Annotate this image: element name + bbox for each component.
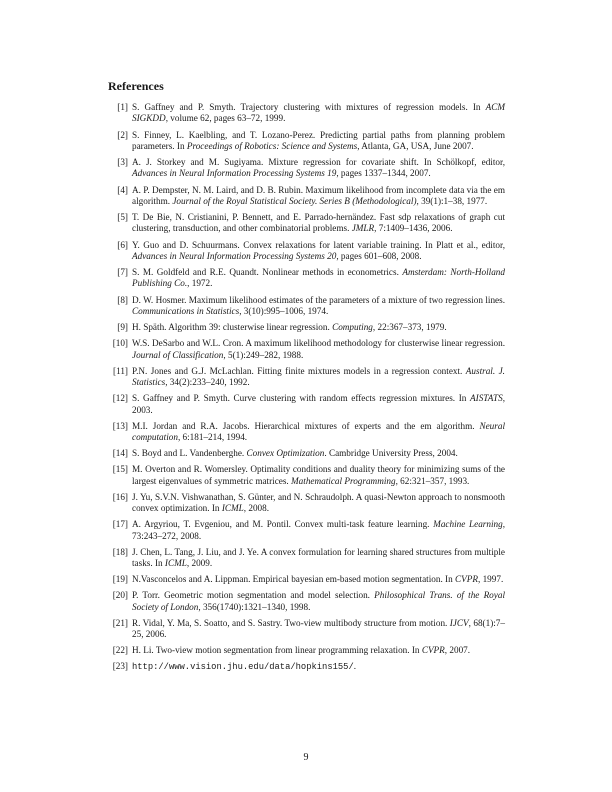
reference-number: [3] (117, 157, 128, 167)
reference-item (108, 157, 505, 180)
reference-text: W.S. DeSarbo and W.L. Cron. A maximum likelihood methodology for clusterwise linear regression. (132, 338, 505, 349)
reference-number: [17] (112, 519, 128, 530)
reference-text: , 5(1):249–282, 1988. (223, 349, 304, 360)
reference-text: , 2009. (186, 558, 213, 569)
reference-number: [12] (112, 393, 128, 404)
reference-list (108, 102, 505, 674)
reference-text: M. Overton and R. Womersley. Optimality conditions and duality theory for minimizing sums of the largest eigenvalues of symmetric matrices. (132, 464, 505, 486)
reference-item (108, 492, 505, 515)
reference-number: [23] (112, 661, 128, 672)
reference-venue: Neural computation (132, 420, 505, 442)
reference-item (108, 519, 505, 542)
reference-number: [7] (117, 267, 128, 277)
reference-venue: Advances in Neural Information Processing Systems 20 (132, 250, 337, 261)
reference-venue: Amsterdam: North-Holland Publishing Co. (132, 267, 505, 289)
reference-text: , 34(2):233–240, 1992. (165, 377, 250, 387)
reference-text: T. De Bie, N. Cristianini, P. Bennett, and E. Parrado-hernändez. Fast sdp relaxations of graph cut clustering, transduction, and other combinatorial problems. (132, 212, 505, 234)
reference-number: [4] (117, 184, 128, 195)
reference-text: J. Chen, L. Tang, J. Liu, and J. Ye. A convex formulation for learning shared structures from multiple tasks. In (132, 546, 505, 569)
reference-text: , Atlanta, GA, USA, June 2007. (357, 140, 474, 151)
reference-item (108, 661, 505, 673)
reference-text: , 39(1):1–38, 1977. (416, 195, 488, 206)
reference-number: [18] (112, 546, 128, 557)
reference-number: [13] (112, 420, 128, 431)
reference-venue: Advances in Neural Information Processing Systems 19 (132, 168, 337, 179)
reference-text: , volume 62, pages 63–72, 1999. (165, 113, 286, 124)
reference-text: S. Finney, L. Kaelbling, and T. Lozano-Perez. Predicting partial paths from planning problem parameters. In (132, 129, 505, 151)
reference-venue: AISTATS (470, 393, 503, 404)
reference-number: [20] (112, 590, 128, 601)
reference-venue: Machine Learning (433, 519, 503, 530)
reference-number: [6] (117, 239, 128, 250)
reference-number: [5] (117, 212, 128, 222)
reference-text: S. Boyd and L. Vandenberghe. (132, 448, 247, 459)
reference-text: P. Torr. Geometric motion segmentation and model selection. (132, 590, 375, 601)
reference-item (108, 421, 505, 444)
reference-venue: IJCV (449, 617, 469, 628)
reference-number: [19] (112, 574, 128, 585)
reference-item (108, 448, 505, 459)
reference-venue: Journal of the Royal Statistical Society. Series B (Methodological) (172, 195, 417, 206)
reference-number: [8] (117, 294, 128, 305)
reference-text: H. Li. Two-view motion segmentation from linear programming relaxation. In (132, 645, 422, 656)
reference-text: , pages 1337–1344, 2007. (336, 168, 431, 179)
reference-item (108, 574, 505, 585)
reference-number: [10] (112, 338, 128, 349)
reference-venue: CVPR (455, 574, 478, 585)
reference-venue: Communications in Statistics (132, 305, 240, 316)
reference-text: , 62:321–357, 1993. (395, 475, 470, 486)
reference-venue: Austral. J. Statistics (132, 365, 505, 387)
reference-number: [21] (112, 617, 128, 628)
reference-item (108, 618, 505, 641)
reference-item (108, 366, 505, 389)
reference-item (108, 102, 505, 125)
reference-number: [15] (112, 464, 128, 475)
reference-text: H. Späth. Algorithm 39: clusterwise linear regression. (132, 322, 333, 332)
reference-venue: Mathematical Programming (291, 475, 396, 486)
reference-text: A. J. Storkey and M. Sugiyama. Mixture regression for covariate shift. In Schölkopf, editor, (132, 157, 505, 167)
reference-venue: Journal of Classification (132, 349, 224, 360)
reference-number: [14] (112, 448, 128, 459)
reference-text: , 2003. (132, 393, 505, 415)
reference-text: , 2007. (444, 645, 471, 656)
reference-text: A. P. Dempster, N. M. Laird, and D. B. Rubin. Maximum likelihood from incomplete data via the em algorithm. (132, 184, 505, 206)
reference-text: , 22:367–373, 1979. (372, 322, 447, 332)
reference-text: , 2008. (243, 503, 270, 514)
reference-item (108, 267, 505, 290)
reference-item (108, 130, 505, 153)
reference-text: Y. Guo and D. Schuurmans. Convex relaxations for latent variable training. In Platt et al., editor, (132, 239, 505, 250)
reference-text: S. Gaffney and P. Smyth. Curve clustering with random effects regression mixtures. In (132, 393, 471, 404)
reference-url[interactable]: http://www.vision.jhu.edu/data/hopkins155/ (132, 662, 354, 673)
reference-text: , pages 601–608, 2008. (336, 250, 422, 261)
reference-text: R. Vidal, Y. Ma, S. Soatto, and S. Sastry. Two-view multibody structure from motion. (132, 617, 450, 628)
reference-number: [1] (117, 102, 128, 112)
section-heading: References (108, 79, 164, 93)
reference-item (108, 295, 505, 318)
reference-text: , 73:243–272, 2008. (132, 519, 505, 541)
reference-venue: ICML (164, 558, 187, 569)
reference-text: S. Gaffney and P. Smyth. Trajectory clustering with mixtures of regression models. In (132, 102, 486, 112)
reference-item (108, 240, 505, 263)
reference-number: [11] (113, 365, 128, 376)
reference-text: , 6:181–214, 1994. (177, 432, 248, 442)
reference-venue: Computing (332, 322, 373, 332)
reference-text: . (353, 661, 357, 672)
reference-item (108, 338, 505, 361)
reference-text: P.N. Jones and G.J. McLachlan. Fitting finite mixtures models in a regression context. (132, 365, 466, 376)
reference-text: , 356(1740):1321–1340, 1998. (198, 601, 311, 612)
reference-item (108, 185, 505, 208)
page-number: 9 (303, 752, 309, 763)
references-section (108, 78, 505, 678)
reference-text: , 1997. (477, 574, 504, 585)
reference-number: [16] (112, 491, 128, 502)
reference-text: . Cambridge University Press, 2004. (324, 448, 458, 459)
reference-number: [9] (117, 322, 128, 332)
reference-item (108, 547, 505, 570)
reference-item (108, 645, 505, 656)
reference-item (108, 322, 505, 333)
reference-text: J. Yu, S.V.N. Vishwanathan, S. Günter, and N. Schraudolph. A quasi-Newton approach to nonsmooth convex optimization. In (132, 491, 505, 514)
reference-venue: Convex Optimization (246, 448, 325, 459)
reference-text: , 1972. (187, 278, 213, 289)
reference-venue: ICML (221, 503, 244, 514)
reference-text: , 3(10):995–1006, 1974. (239, 305, 329, 316)
reference-item (108, 590, 505, 613)
reference-number: [22] (112, 645, 128, 656)
reference-venue: JMLR (351, 223, 375, 234)
reference-item (108, 464, 505, 487)
reference-venue: ACM SIGKDD (132, 102, 505, 124)
reference-text: N.Vasconcelos and A. Lippman. Empirical bayesian em-based motion segmentation. In (132, 574, 456, 585)
reference-text: S. M. Goldfeld and R.E. Quandt. Nonlinear methods in econometrics. (132, 267, 403, 277)
reference-venue: CVPR (421, 645, 445, 656)
reference-text: D. W. Hosmer. Maximum likelihood estimates of the parameters of a mixture of two regression lines. (132, 294, 505, 305)
reference-venue: Proceedings of Robotics: Science and Systems (186, 140, 358, 151)
reference-venue: Philosophical Trans. of the Royal Society of London (132, 590, 505, 612)
reference-text: M.I. Jordan and R.A. Jacobs. Hierarchical mixtures of experts and the em algorithm. (132, 420, 480, 431)
reference-number: [2] (117, 129, 128, 140)
reference-item (108, 212, 505, 235)
reference-text: , 68(1):7–25, 2006. (132, 617, 505, 640)
reference-text: A. Argyriou, T. Evgeniou, and M. Pontil. Convex multi-task feature learning. (132, 519, 434, 530)
reference-text: , 7:1409–1436, 2006. (374, 223, 453, 234)
reference-item (108, 393, 505, 416)
